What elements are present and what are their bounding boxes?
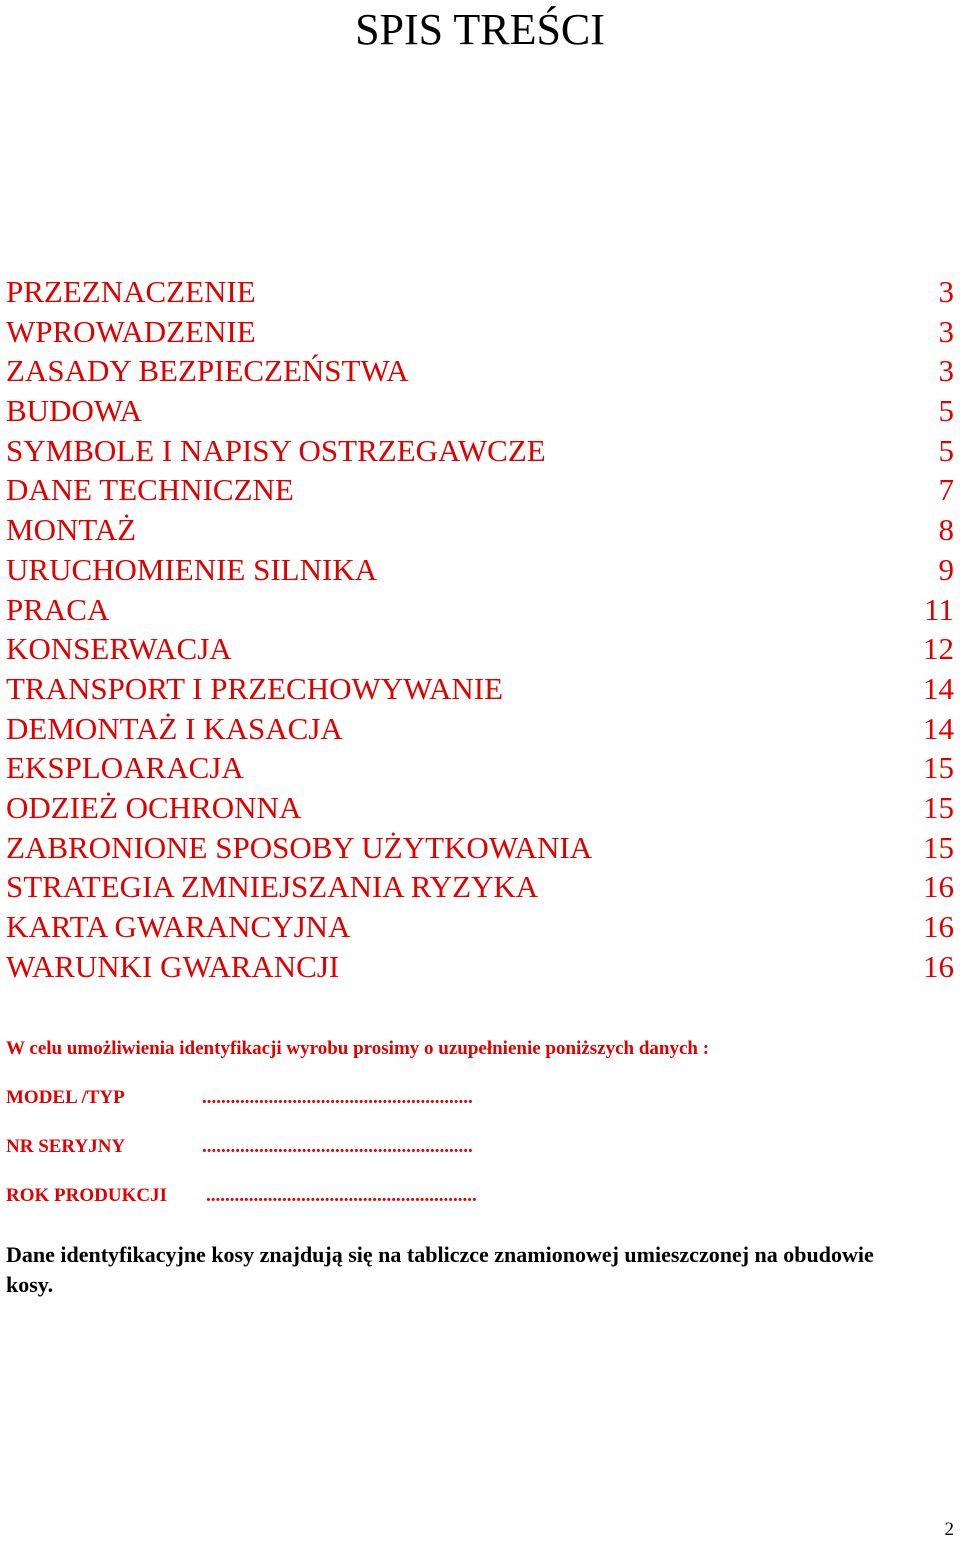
table-of-contents — [6, 272, 954, 986]
toc-entry[interactable] — [6, 590, 954, 630]
production-year-label: ROK PRODUKCJI — [6, 1185, 167, 1206]
toc-entry-label: URUCHOMIENIE SILNIKA — [6, 551, 378, 587]
toc-entry[interactable] — [6, 828, 954, 868]
page-number: 2 — [944, 1519, 954, 1540]
toc-entry-page: 5 — [938, 432, 954, 468]
toc-entry[interactable] — [6, 391, 954, 431]
toc-entry-page: 7 — [938, 472, 954, 508]
toc-entry-page: 16 — [923, 869, 954, 905]
model-type-label: MODEL /TYP — [6, 1087, 125, 1108]
toc-entry-label: PRACA — [6, 591, 110, 627]
toc-entry-label: SYMBOLE I NAPISY OSTRZEGAWCZE — [6, 432, 546, 468]
toc-entry[interactable] — [6, 709, 954, 749]
toc-entry-label: DANE TECHNICZNE — [6, 472, 294, 508]
toc-entry[interactable] — [6, 947, 954, 987]
toc-entry-label: KONSERWACJA — [6, 631, 232, 667]
toc-entry-label: ZASADY BEZPIECZEŃSTWA — [6, 353, 409, 389]
serial-number-blank[interactable]: ......................................................... — [202, 1136, 473, 1157]
toc-entry-page: 3 — [938, 313, 954, 349]
toc-entry-label: TRANSPORT I PRZECHOWYWANIE — [6, 670, 504, 706]
toc-entry[interactable] — [6, 470, 954, 510]
toc-entry-label: ZABRONIONE SPOSOBY UŻYTKOWANIA — [6, 829, 593, 865]
toc-entry[interactable] — [6, 312, 954, 352]
toc-entry-label: KARTA GWARANCYJNA — [6, 909, 351, 944]
toc-entry[interactable] — [6, 748, 954, 788]
toc-entry[interactable] — [6, 629, 954, 669]
toc-entry[interactable] — [6, 669, 954, 709]
toc-entry-label: STRATEGIA ZMNIEJSZANIA RYZYKA — [6, 869, 539, 905]
toc-entry-page: 11 — [924, 591, 954, 627]
toc-entry[interactable] — [6, 431, 954, 471]
identification-note: W celu umożliwienia identyfikacji wyrobu prosimy o uzupełnienie poniższych danych : — [6, 1038, 710, 1059]
model-type-blank[interactable]: ......................................................... — [202, 1087, 473, 1108]
toc-entry-page: 8 — [938, 512, 954, 548]
toc-entry-page: 15 — [923, 750, 954, 786]
page-title: SPIS TREŚCI — [355, 5, 605, 54]
toc-entry-label: WARUNKI GWARANCJI — [6, 948, 340, 984]
toc-entry[interactable] — [6, 867, 954, 907]
toc-entry-label: WPROWADZENIE — [6, 313, 256, 349]
toc-entry-label: EKSPLOARACJA — [6, 750, 244, 786]
toc-entry-page: 3 — [938, 353, 954, 389]
toc-entry[interactable] — [6, 788, 954, 828]
toc-entry-label: BUDOWA — [6, 393, 143, 429]
toc-entry[interactable] — [6, 272, 954, 312]
toc-entry[interactable] — [6, 907, 954, 947]
toc-entry-page: 9 — [938, 551, 954, 587]
serial-number-label: NR SERYJNY — [6, 1136, 126, 1157]
toc-entry-page: 15 — [923, 789, 954, 825]
toc-entry[interactable] — [6, 351, 954, 391]
toc-entry[interactable] — [6, 550, 954, 590]
toc-entry-label: DEMONTAŻ I KASACJA — [6, 710, 343, 746]
toc-entry-page: 14 — [923, 710, 954, 746]
toc-entry-page: 12 — [923, 631, 954, 667]
toc-entry[interactable] — [6, 510, 954, 550]
toc-entry-label: ODZIEŻ OCHRONNA — [6, 789, 302, 825]
toc-entry-page: 15 — [923, 829, 954, 865]
toc-entry-label: MONTAŻ — [6, 512, 137, 548]
toc-entry-label: PRZEZNACZENIE — [6, 274, 256, 309]
production-year-blank[interactable]: ......................................................... — [206, 1185, 477, 1206]
toc-entry-page: 16 — [923, 909, 954, 944]
toc-entry-page: 5 — [938, 393, 954, 429]
toc-entry-page: 14 — [923, 670, 954, 706]
toc-entry-page: 3 — [938, 274, 954, 309]
identification-location-text: Dane identyfikacyjne kosy znajdują się na tabliczce znamionowej umieszczonej na obudowie kosy. — [6, 1242, 874, 1297]
toc-entry-page: 16 — [923, 948, 954, 984]
